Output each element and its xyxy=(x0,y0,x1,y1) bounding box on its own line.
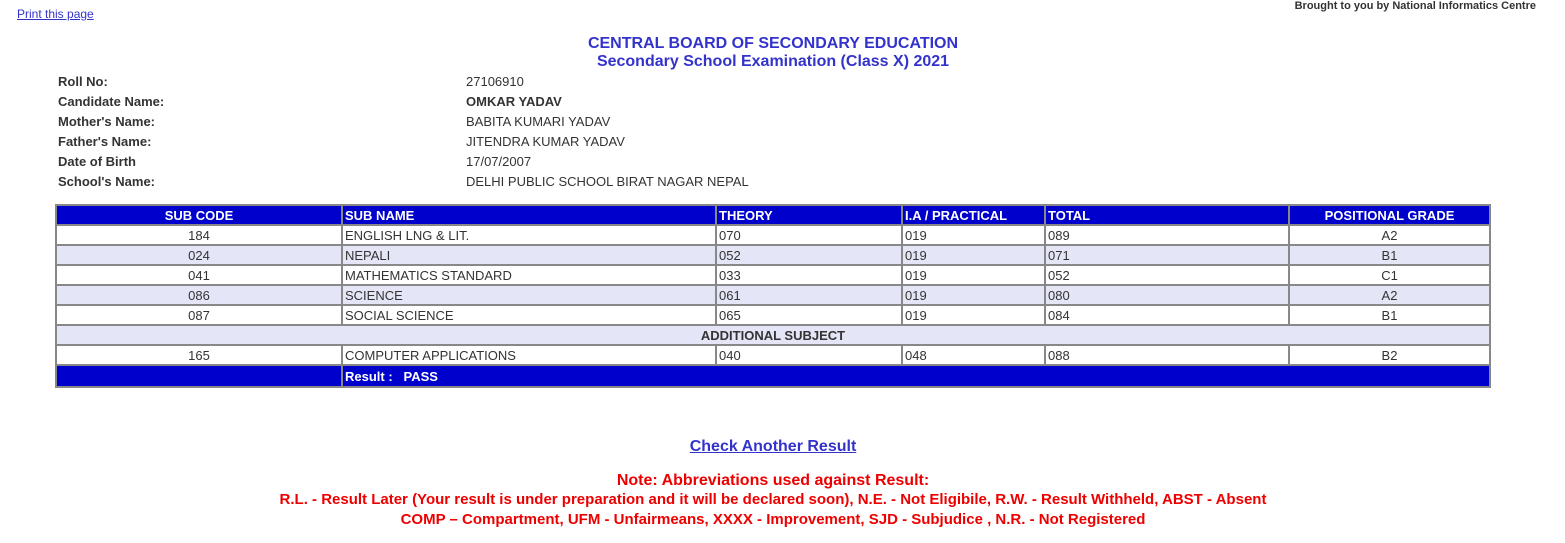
theory-cell: 061 xyxy=(716,285,902,305)
info-school: School's Name: DELHI PUBLIC SCHOOL BIRAT NAGAR NEPAL xyxy=(58,174,749,189)
sub-code-cell: 086 xyxy=(56,285,342,305)
grade-cell: B2 xyxy=(1289,345,1490,365)
sub-name-cell: SCIENCE xyxy=(342,285,716,305)
sub-code-cell: 184 xyxy=(56,225,342,245)
total-cell: 089 xyxy=(1045,225,1289,245)
table-row xyxy=(56,345,1490,365)
total-cell: 088 xyxy=(1045,345,1289,365)
grade-cell: C1 xyxy=(1289,265,1490,285)
table-row xyxy=(56,225,1490,245)
info-mother-name: Mother's Name: BABITA KUMARI YADAV xyxy=(58,114,611,129)
practical-cell: 019 xyxy=(902,265,1045,285)
sub-code-cell: 024 xyxy=(56,245,342,265)
sub-name-cell: MATHEMATICS STANDARD xyxy=(342,265,716,285)
theory-cell: 070 xyxy=(716,225,902,245)
table-row xyxy=(56,305,1490,325)
result-status: Result : PASS xyxy=(342,365,1490,387)
additional-subject-row xyxy=(56,325,1490,345)
practical-cell: 019 xyxy=(902,305,1045,325)
print-page-link[interactable]: Print this page xyxy=(17,7,94,21)
sub-code-cell: 165 xyxy=(56,345,342,365)
check-another-result-link[interactable]: Check Another Result xyxy=(689,438,857,455)
total-cell: 071 xyxy=(1045,245,1289,265)
info-roll-no: Roll No: 27106910 xyxy=(58,74,524,89)
additional-subject-label: ADDITIONAL SUBJECT xyxy=(56,325,1490,345)
practical-cell: 019 xyxy=(902,225,1045,245)
total-cell: 084 xyxy=(1045,305,1289,325)
practical-cell: 019 xyxy=(902,285,1045,305)
sub-code-cell: 087 xyxy=(56,305,342,325)
sub-name-cell: NEPALI xyxy=(342,245,716,265)
sub-name-cell: ENGLISH LNG & LIT. xyxy=(342,225,716,245)
info-dob: Date of Birth 17/07/2007 xyxy=(58,154,532,169)
exam-title: Secondary School Examination (Class X) 2021 xyxy=(596,53,950,70)
info-father-name: Father's Name: JITENDRA KUMAR YADAV xyxy=(58,134,625,149)
sub-code-cell: 041 xyxy=(56,265,342,285)
page-title xyxy=(0,35,1546,71)
table-header: SUB CODE SUB NAME THEORY I.A / PRACTICAL TOTAL POSITIONAL GRADE xyxy=(56,205,1490,225)
result-row xyxy=(56,365,1490,387)
sub-name-cell: SOCIAL SCIENCE xyxy=(342,305,716,325)
table-row xyxy=(56,285,1490,305)
theory-cell: 065 xyxy=(716,305,902,325)
total-cell: 052 xyxy=(1045,265,1289,285)
grade-cell: A2 xyxy=(1289,225,1490,245)
theory-cell: 040 xyxy=(716,345,902,365)
nic-credit: Brought to you by National Informatics Centre xyxy=(1294,0,1536,12)
result-empty-cell xyxy=(56,365,342,387)
practical-cell: 048 xyxy=(902,345,1045,365)
practical-cell: 019 xyxy=(902,245,1045,265)
theory-cell: 052 xyxy=(716,245,902,265)
grade-cell: B1 xyxy=(1289,245,1490,265)
candidate-info xyxy=(58,72,749,192)
sub-name-cell: COMPUTER APPLICATIONS xyxy=(342,345,716,365)
grade-cell: B1 xyxy=(1289,305,1490,325)
grade-cell: A2 xyxy=(1289,285,1490,305)
info-candidate-name: Candidate Name: OMKAR YADAV xyxy=(58,94,562,109)
board-title: CENTRAL BOARD OF SECONDARY EDUCATION xyxy=(587,35,959,52)
table-row xyxy=(56,265,1490,285)
marks-table xyxy=(55,204,1491,388)
theory-cell: 033 xyxy=(716,265,902,285)
abbreviation-note: Note: Abbreviations used against Result: R.L. - Result Later (Your result is under preparation and it will be declared soon), N.E. - Not Eligibile, R.W. - Result Withheld, ABST - Absent COMP – Compartment, UFM - Unfairmeans, XXXX - Improvement, SJD - Subjudice , N.R. - Not Registered xyxy=(279,472,1267,528)
table-row xyxy=(56,245,1490,265)
total-cell: 080 xyxy=(1045,285,1289,305)
